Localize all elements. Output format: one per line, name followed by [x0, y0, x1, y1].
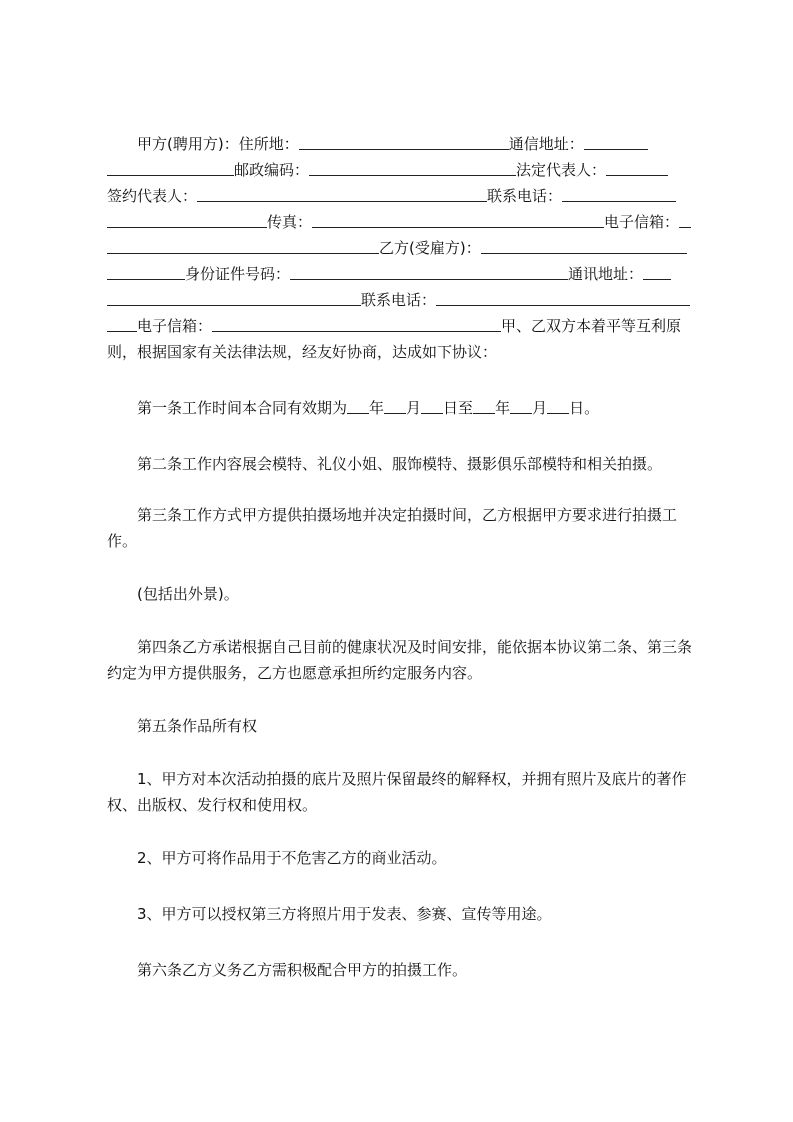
article-4-text: 第四条乙方承诺根据自己目前的健康状况及时间安排，能依据本协议第二条、第三条约定为甲方提供服务，乙方也愿意承担所约定服务内容。 [107, 638, 693, 682]
article-5-item-1 [107, 766, 697, 818]
start-month-blank[interactable] [384, 412, 406, 414]
phone-label: 联系电话： [487, 187, 563, 205]
form-line-2 [107, 154, 668, 180]
start-year-unit: 年 [369, 399, 385, 417]
fax-blank[interactable] [312, 226, 604, 228]
postal-address-blank-cont[interactable] [107, 174, 234, 176]
phone-b-blank-cont[interactable] [107, 330, 137, 332]
article-5-item-2-text: 2、甲方可将作品用于不危害乙方的商业活动。 [137, 849, 447, 867]
form-line-4 [107, 206, 691, 232]
article-5-item-1-text: 1、甲方对本次活动拍摄的底片及照片保留最终的解释权，并拥有照片及底片的著作权、出版权、发行权和使用权。 [107, 770, 687, 814]
article-3 [107, 502, 697, 554]
form-line-9 [107, 336, 497, 362]
article-2-text: 第二条工作内容展会模特、礼仪小姐、服饰模特、摄影俱乐部模特和相关拍摄。 [137, 455, 663, 473]
postal-code-label: 邮政编码： [234, 161, 310, 179]
end-day-blank[interactable] [547, 412, 569, 414]
end-day-unit: 日。 [569, 399, 600, 417]
principle-line-a: 甲、乙双方本着平等互利原 [501, 317, 682, 335]
form-line-6 [107, 258, 671, 284]
phone-blank-cont[interactable] [107, 226, 267, 228]
form-line-3 [107, 180, 676, 206]
contact-address-blank-cont[interactable] [107, 304, 361, 306]
fax-label: 传真： [267, 213, 313, 231]
party-a-label: 甲方(聘用方)： [137, 135, 239, 153]
contact-address-label: 通讯地址： [568, 265, 644, 283]
email-b-label: 电子信箱： [137, 317, 213, 335]
email-blank[interactable] [679, 226, 691, 228]
end-year-blank[interactable] [473, 412, 495, 414]
id-number-label: 身份证件号码： [185, 265, 291, 283]
party-b-blank-cont[interactable] [107, 278, 185, 280]
article-4 [107, 634, 697, 686]
email-label: 电子信箱： [604, 213, 680, 231]
principle-line-b: 则，根据国家有关法律法规，经友好协商，达成如下协议： [107, 343, 498, 361]
postal-address-label: 通信地址： [508, 135, 584, 153]
email-blank-cont[interactable] [107, 252, 379, 254]
form-line-5 [107, 232, 687, 258]
article-5-item-2 [107, 842, 447, 868]
residence-blank[interactable] [299, 148, 509, 150]
party-b-label: 乙方(受雇方)： [379, 239, 481, 257]
phone-blank[interactable] [562, 200, 676, 202]
article-1-lead: 第一条工作时间本合同有效期为 [137, 399, 348, 417]
phone-b-blank[interactable] [436, 304, 690, 306]
form-line-7 [107, 284, 690, 310]
signing-rep-label: 签约代表人： [107, 187, 198, 205]
end-month-blank[interactable] [510, 412, 532, 414]
article-5-title [107, 710, 257, 736]
article-3-note [107, 578, 239, 604]
email-b-blank[interactable] [212, 330, 501, 332]
contact-address-blank[interactable] [643, 278, 671, 280]
signing-rep-blank[interactable] [197, 200, 487, 202]
article-3-text: 第三条工作方式甲方提供拍摄场地并决定拍摄时间，乙方根据甲方要求进行拍摄工作。 [107, 506, 678, 550]
article-6-text: 第六条乙方义务乙方需积极配合甲方的拍摄工作。 [137, 961, 468, 979]
end-month-unit: 月 [532, 399, 548, 417]
id-number-blank[interactable] [290, 278, 568, 280]
start-day-blank[interactable] [421, 412, 443, 414]
article-1 [107, 392, 599, 418]
start-year-blank[interactable] [347, 412, 369, 414]
start-day-unit: 日至 [443, 399, 474, 417]
legal-rep-blank[interactable] [606, 174, 668, 176]
end-year-unit: 年 [495, 399, 511, 417]
form-line-1 [107, 128, 648, 154]
article-2 [107, 448, 662, 474]
residence-label: 住所地： [238, 135, 299, 153]
postal-code-blank[interactable] [309, 174, 516, 176]
party-b-blank[interactable] [481, 252, 687, 254]
article-3-note-text: (包括出外景)。 [137, 585, 239, 603]
article-5-title-text: 第五条作品所有权 [137, 717, 258, 735]
legal-rep-label: 法定代表人： [516, 161, 607, 179]
phone-b-label: 联系电话： [361, 291, 437, 309]
article-5-item-3-text: 3、甲方可以授权第三方将照片用于发表、参赛、宣传等用途。 [137, 905, 552, 923]
start-month-unit: 月 [406, 399, 422, 417]
article-5-item-3 [107, 898, 552, 924]
form-line-8 [107, 310, 681, 336]
postal-address-blank[interactable] [584, 148, 648, 150]
article-6 [107, 954, 467, 980]
